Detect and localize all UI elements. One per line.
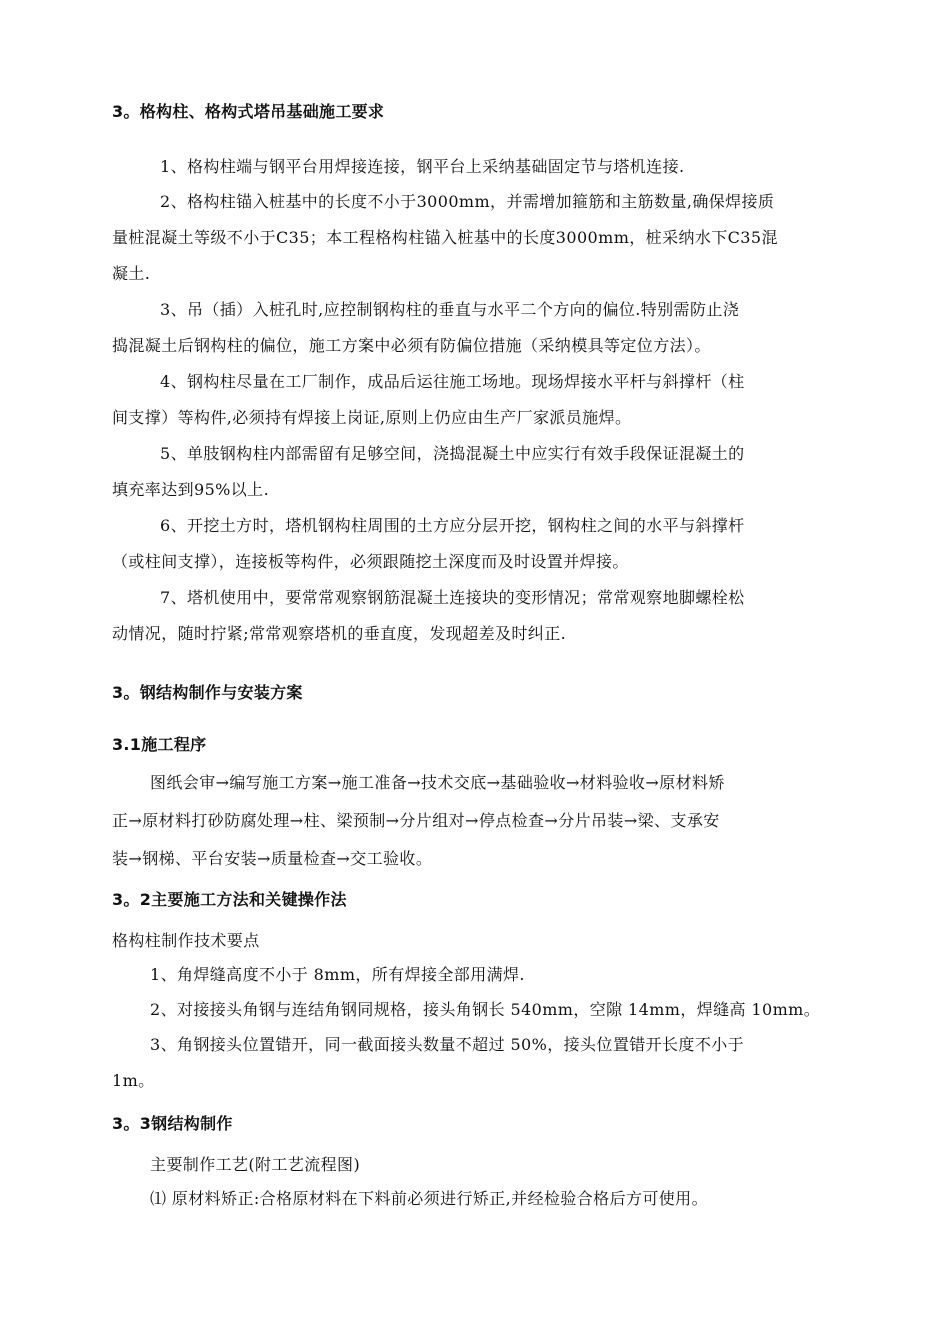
paragraph-line: 7、塔机使用中，要常常观察钢筋混凝土连接块的变形情况；常常观察地脚螺栓松 [160,588,745,607]
paragraph-line: 主要制作工艺(附工艺流程图) [150,1155,361,1174]
paragraph-line: 1、角焊缝高度不小于 8mm，所有焊接全部用满焊. [150,965,525,984]
paragraph-line: 图纸会审→编写施工方案→施工准备→技术交底→基础验收→材料验收→原材料矫 [150,773,725,792]
section-heading: 3。格构柱、格构式塔吊基础施工要求 [112,102,385,121]
paragraph-line: 捣混凝土后钢构柱的偏位，施工方案中必须有防偏位措施（采纳模具等定位方法）。 [112,336,711,355]
paragraph-line: 1、格构柱端与钢平台用焊接连接，钢平台上采纳基础固定节与塔机连接. [160,157,685,176]
paragraph-line: ⑴ 原材料矫正:合格原材料在下料前必须进行矫正,并经检验合格后方可使用。 [150,1189,708,1208]
subheading: 格构柱制作技术要点 [112,931,260,950]
paragraph-line: 2、对接接头角钢与连结角钢同规格，接头角钢长 540mm，空隙 14mm，焊缝高 10mm。 [150,1000,821,1019]
section-heading: 3。3钢结构制作 [112,1114,233,1133]
paragraph-line: 4、钢构柱尽量在工厂制作，成品后运往施工场地。现场焊接水平杆与斜撑杆（柱 [160,372,745,391]
paragraph-line: 2、格构柱锚入桩基中的长度不小于3000mm，并需增加箍筋和主筋数量,确保焊接质 [160,192,775,211]
paragraph-line: 5、单肢钢构柱内部需留有足够空间，浇捣混凝土中应实行有效手段保证混凝土的 [160,444,745,463]
paragraph-line: 填充率达到95%以上. [112,480,270,499]
paragraph-line: 装→钢梯、平台安装→质量检查→交工验收。 [112,849,433,868]
paragraph-line: 6、开挖土方时，塔机钢构柱周围的土方应分层开挖，钢构柱之间的水平与斜撑杆 [160,516,745,535]
paragraph-line: 量桩混凝土等级不小于C35；本工程格构柱锚入桩基中的长度3000mm，桩采纳水下C35混 [112,228,778,247]
paragraph-line: （或柱间支撑），连接板等构件，必须跟随挖土深度而及时设置并焊接。 [112,552,629,571]
section-heading: 3.1施工程序 [112,735,207,754]
paragraph-line: 正→原材料打砂防腐处理→柱、梁预制→分片组对→停点检查→分片吊装→梁、支承安 [112,811,720,830]
paragraph-line: 动情况，随时拧紧;常常观察塔机的垂直度，发现超差及时纠正. [112,624,567,643]
paragraph-line: 间支撑）等构件,必须持有焊接上岗证,原则上仍应由生产厂家派员施焊。 [112,408,632,427]
paragraph-line: 3、吊（插）入桩孔时,应控制钢构柱的垂直与水平二个方向的偏位.特别需防止浇 [160,300,740,319]
paragraph-line: 凝土. [112,264,151,283]
section-heading: 3。2主要施工方法和关键操作法 [112,890,347,909]
paragraph-line: 1m。 [112,1071,155,1090]
section-heading: 3。钢结构制作与安装方案 [112,683,303,702]
paragraph-line: 3、角钢接头位置错开，同一截面接头数量不超过 50%，接头位置错开长度不小于 [150,1035,745,1054]
